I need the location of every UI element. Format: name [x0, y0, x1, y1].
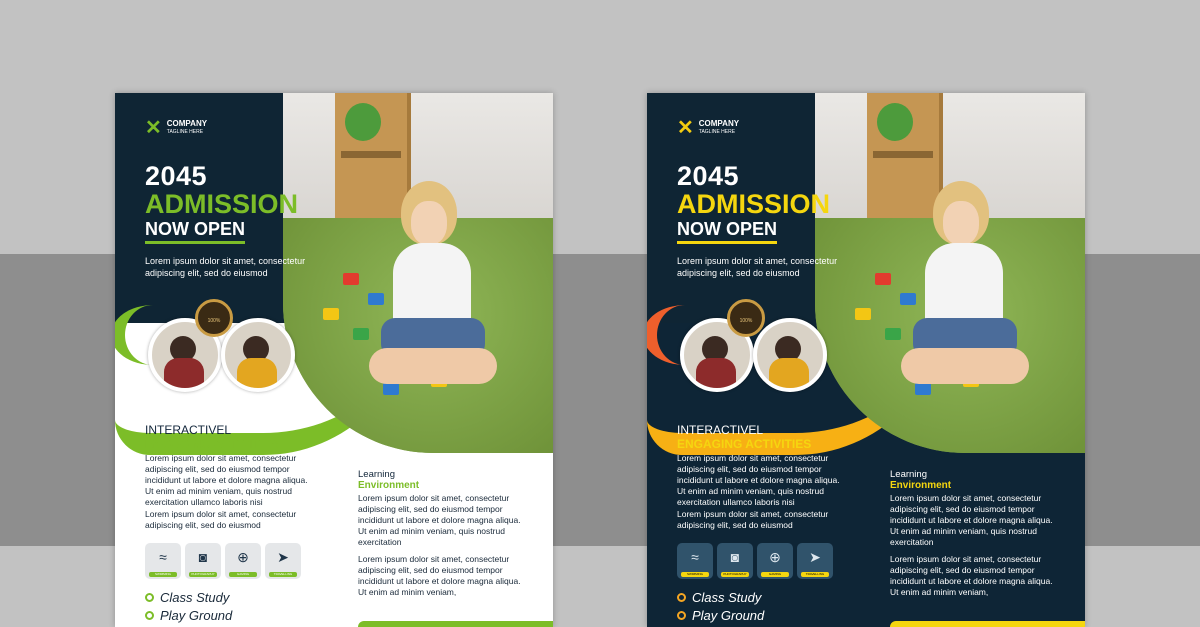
company-name: COMPANY — [698, 119, 740, 128]
environment-paragraph-2: Lorem ipsum dolor sit amet, consectetur adipiscing elit, sed do eiusmod tempor incididunt ut labore et dolore magna aliqua. Ut enim ad minim veniam, — [358, 554, 521, 597]
swimming-icon: ≈ SWIMMING — [677, 543, 713, 579]
flyer-yellow — [647, 93, 1085, 627]
swimming-icon: ≈ SWIMMING — [145, 543, 181, 579]
gamepad-icon: ⊕ GAMING — [225, 543, 261, 579]
teacher-photo-circle — [221, 318, 295, 392]
bullet-circle-icon — [677, 611, 686, 620]
section-heading-learning: Learning — [890, 469, 927, 480]
environment-paragraph-1: Lorem ipsum dolor sit amet, consectetur adipiscing elit, sed do eiusmod tempor incididunt ut labore et dolore magna aliqua. Ut enim ad minim veniam, quis nostrud exercitation — [890, 493, 1053, 547]
bullet-circle-icon — [145, 593, 154, 602]
camera-icon: ◙ PHOTOGRAPHY — [717, 543, 753, 579]
company-logo — [677, 119, 739, 137]
activity-icons — [677, 543, 833, 579]
activities-paragraph-1: Lorem ipsum dolor sit amet, consectetur adipiscing elit, sed do eiusmod tempor incididunt ut labore et dolore magna aliqua. Ut enim ad minim veniam, quis nostrud exercitation ullamco laboris nisi — [677, 453, 840, 507]
activities-paragraph-1: Lorem ipsum dolor sit amet, consectetur adipiscing elit, sed do eiusmod tempor incididunt ut labore et dolore magna aliqua. Ut enim ad minim veniam, quis nostrud exercitation ullamco laboris nisi — [145, 453, 308, 507]
bullet-circle-icon — [145, 611, 154, 620]
logo-x-icon: ✕ — [677, 117, 694, 139]
section-heading-interactive: INTERACTIVEL — [677, 423, 764, 437]
company-tagline: TAGLINE HERE — [698, 129, 736, 135]
intro-text: Lorem ipsum dolor sit amet, consectetur adipiscing elit, sed do eiusmod — [677, 256, 838, 278]
logo-x-icon: ✕ — [145, 117, 162, 139]
now-open-title: NOW OPEN — [145, 219, 245, 244]
guarantee-badge: 100% — [727, 299, 765, 337]
year-title: 2045 — [145, 161, 208, 191]
admission-title: ADMISSION — [145, 189, 299, 219]
travel-icon: ➤ TRAVELLING — [265, 543, 301, 579]
section-heading-environment: Environment — [358, 480, 420, 491]
activities-paragraph-2: Lorem ipsum dolor sit amet, consectetur adipiscing elit, sed do eiusmod — [145, 509, 297, 530]
bullet-item: Play Ground — [145, 608, 232, 623]
camera-icon: ◙ PHOTOGRAPHY — [185, 543, 221, 579]
section-heading-engaging: ENGAGING ACTIVITIES — [145, 437, 280, 451]
bullet-item: Play Ground — [677, 608, 764, 623]
bullet-item: Class Study — [677, 590, 761, 605]
section-heading-learning: Learning — [358, 469, 395, 480]
environment-paragraph-1: Lorem ipsum dolor sit amet, consectetur adipiscing elit, sed do eiusmod tempor incididunt ut labore et dolore magna aliqua. Ut enim ad minim veniam, quis nostrud exercitation — [358, 493, 521, 547]
section-heading-engaging: ENGAGING ACTIVITIES — [677, 437, 812, 451]
bullet-circle-icon — [677, 593, 686, 602]
bullet-item: Class Study — [145, 590, 229, 605]
guarantee-badge: 100% — [195, 299, 233, 337]
flyer-green — [115, 93, 553, 627]
intro-text: Lorem ipsum dolor sit amet, consectetur adipiscing elit, sed do eiusmod — [145, 256, 306, 278]
admission-title: ADMISSION — [677, 189, 831, 219]
environment-paragraph-2: Lorem ipsum dolor sit amet, consectetur adipiscing elit, sed do eiusmod tempor incididunt ut labore et dolore magna aliqua. Ut enim ad minim veniam, — [890, 554, 1053, 597]
year-title: 2045 — [677, 161, 740, 191]
activities-paragraph-2: Lorem ipsum dolor sit amet, consectetur adipiscing elit, sed do eiusmod — [677, 509, 829, 530]
footer-accent-bar — [358, 621, 553, 627]
activity-icons — [145, 543, 301, 579]
company-logo — [145, 119, 207, 137]
teacher-photo-circle — [753, 318, 827, 392]
section-heading-environment: Environment — [890, 480, 952, 491]
travel-icon: ➤ TRAVELLING — [797, 543, 833, 579]
company-tagline: TAGLINE HERE — [166, 129, 204, 135]
footer-accent-bar — [890, 621, 1085, 627]
now-open-title: NOW OPEN — [677, 219, 777, 244]
section-heading-interactive: INTERACTIVEL — [145, 423, 232, 437]
gamepad-icon: ⊕ GAMING — [757, 543, 793, 579]
company-name: COMPANY — [166, 119, 208, 128]
